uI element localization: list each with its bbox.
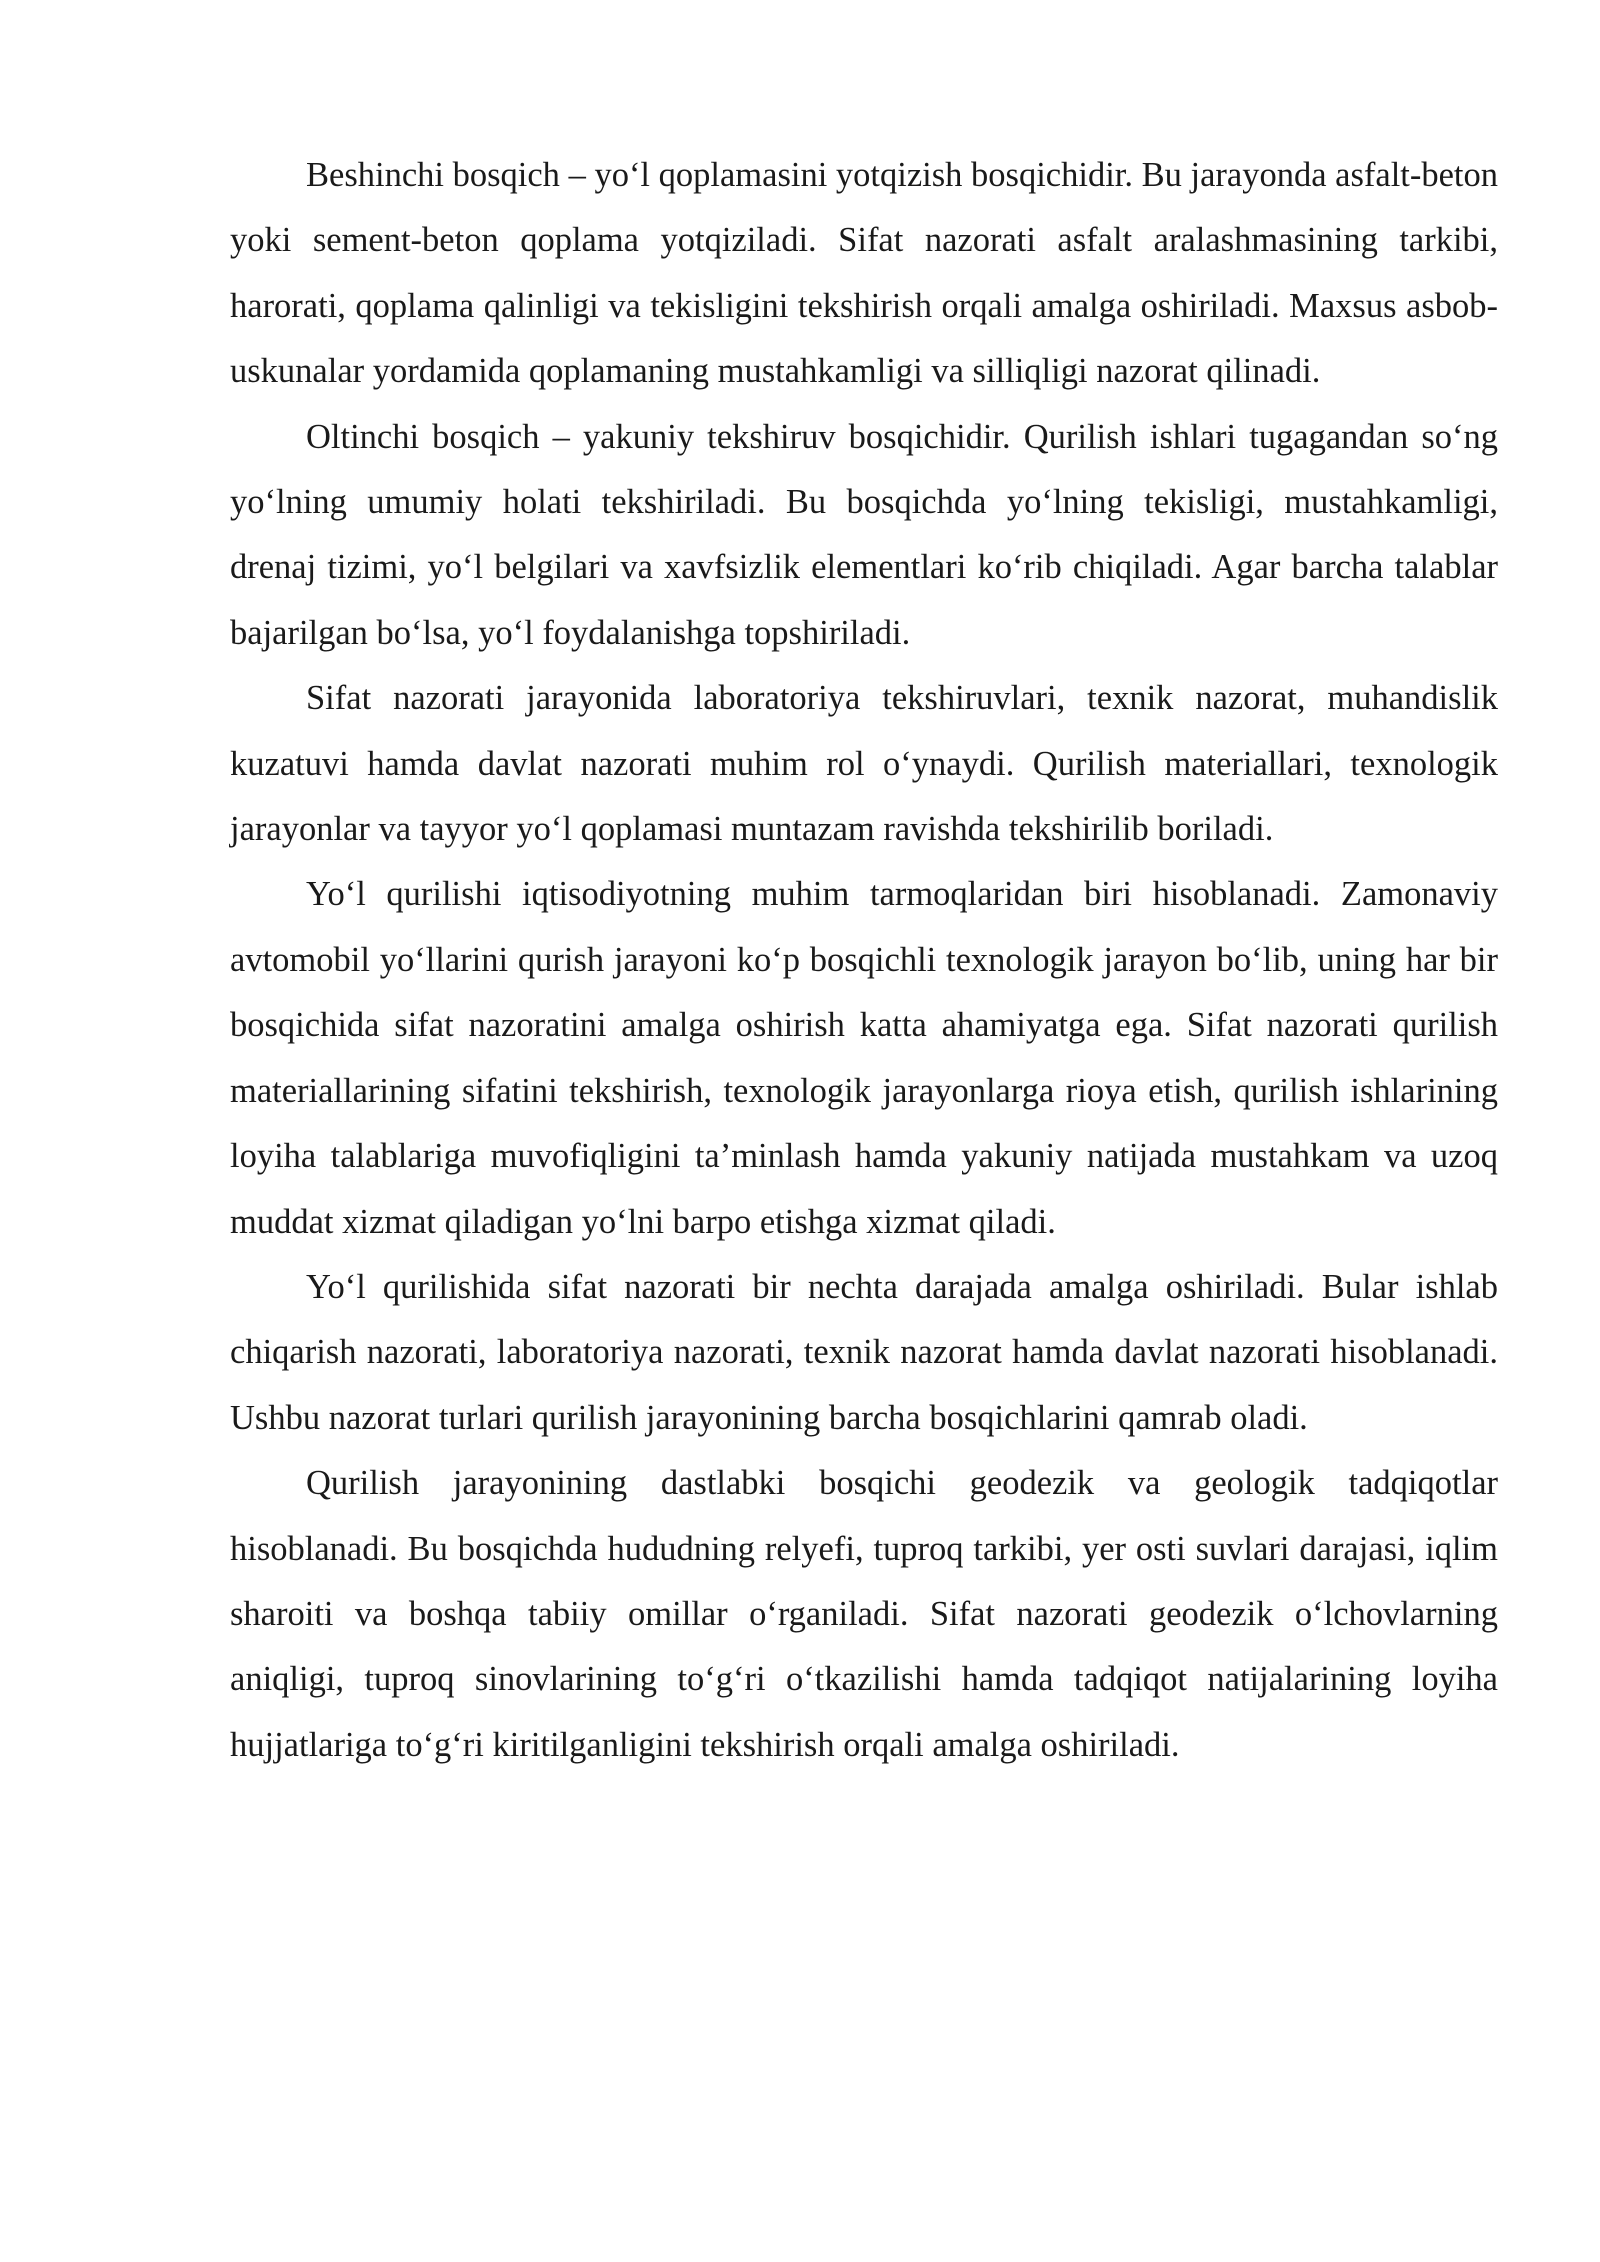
paragraph-geodetic-geological-research: Qurilish jarayonining dastlabki bosqichi geodezik va geologik tadqiqotlar hisoblanadi. Bu bosqichda hududning relyefi, tuproq tarkibi, yer osti suvlari darajasi, iqlim sharoiti va boshqa tabiiy omillar o‘rganiladi. Sifat nazorati geodezik o‘lchovlarning aniqligi, tuproq sinovlarining to‘g‘ri o‘tkazilishi hamda tadqiqot natijalarining loyiha hujjatlariga to‘g‘ri kiritilganligini tekshirish orqali amalga oshiriladi. [230, 1464, 1498, 1764]
paragraph-control-levels: Yo‘l qurilishida sifat nazorati bir nechta darajada amalga oshiriladi. Bular ishlab chiqarish nazorati, laboratoriya nazorati, texnik nazorat hamda davlat nazorati hisoblanadi. Ushbu nazorat turlari qurilish jarayonining barcha bosqichlarini qamrab oladi. [230, 1267, 1498, 1437]
paragraph-road-construction-economy: Yo‘l qurilishi iqtisodiyotning muhim tarmoqlaridan biri hisoblanadi. Zamonaviy avtomobil yo‘llarini qurish jarayoni ko‘p bosqichli texnologik jarayon bo‘lib, uning har bir bosqichida sifat nazoratini amalga oshirish katta ahamiyatga ega. Sifat nazorati qurilish materiallarining sifatini tekshirish, texnologik jarayonlarga rioya etish, qurilish ishlarining loyiha talablariga muvofiqligini ta’minlash hamda yakuniy natijada mustahkam va uzoq muddat xizmat qiladigan yo‘lni barpo etishga xizmat qiladi. [230, 875, 1498, 1241]
paragraph-stage-five: Beshinchi bosqich – yo‘l qoplamasini yotqizish bosqichidir. Bu jarayonda asfalt-beton yoki sement-beton qoplama yotqiziladi. Sifat nazorati asfalt aralashmasining tarkibi, harorati, qoplama qalinligi va tekisligini tekshirish orqali amalga oshiriladi. Maxsus asbob-uskunalar yordamida qoplamaning mustahkamligi va silliqligi nazorat qilinadi. [230, 156, 1498, 391]
paragraph-quality-control-roles: Sifat nazorati jarayonida laboratoriya tekshiruvlari, texnik nazorat, muhandislik kuzatuvi hamda davlat nazorati muhim rol o‘ynaydi. Qurilish materiallari, texnologik jarayonlar va tayyor yo‘l qoplamasi muntazam ravishda tekshirilib boriladi. [230, 679, 1498, 849]
document-body [230, 143, 1498, 1778]
paragraph-stage-six: Oltinchi bosqich – yakuniy tekshiruv bosqichidir. Qurilish ishlari tugagandan so‘ng yo‘lning umumiy holati tekshiriladi. Bu bosqichda yo‘lning tekisligi, mustahkamligi, drenaj tizimi, yo‘l belgilari va xavfsizlik elementlari ko‘rib chiqiladi. Agar barcha talablar bajarilgan bo‘lsa, yo‘l foydalanishga topshiriladi. [230, 417, 1498, 652]
